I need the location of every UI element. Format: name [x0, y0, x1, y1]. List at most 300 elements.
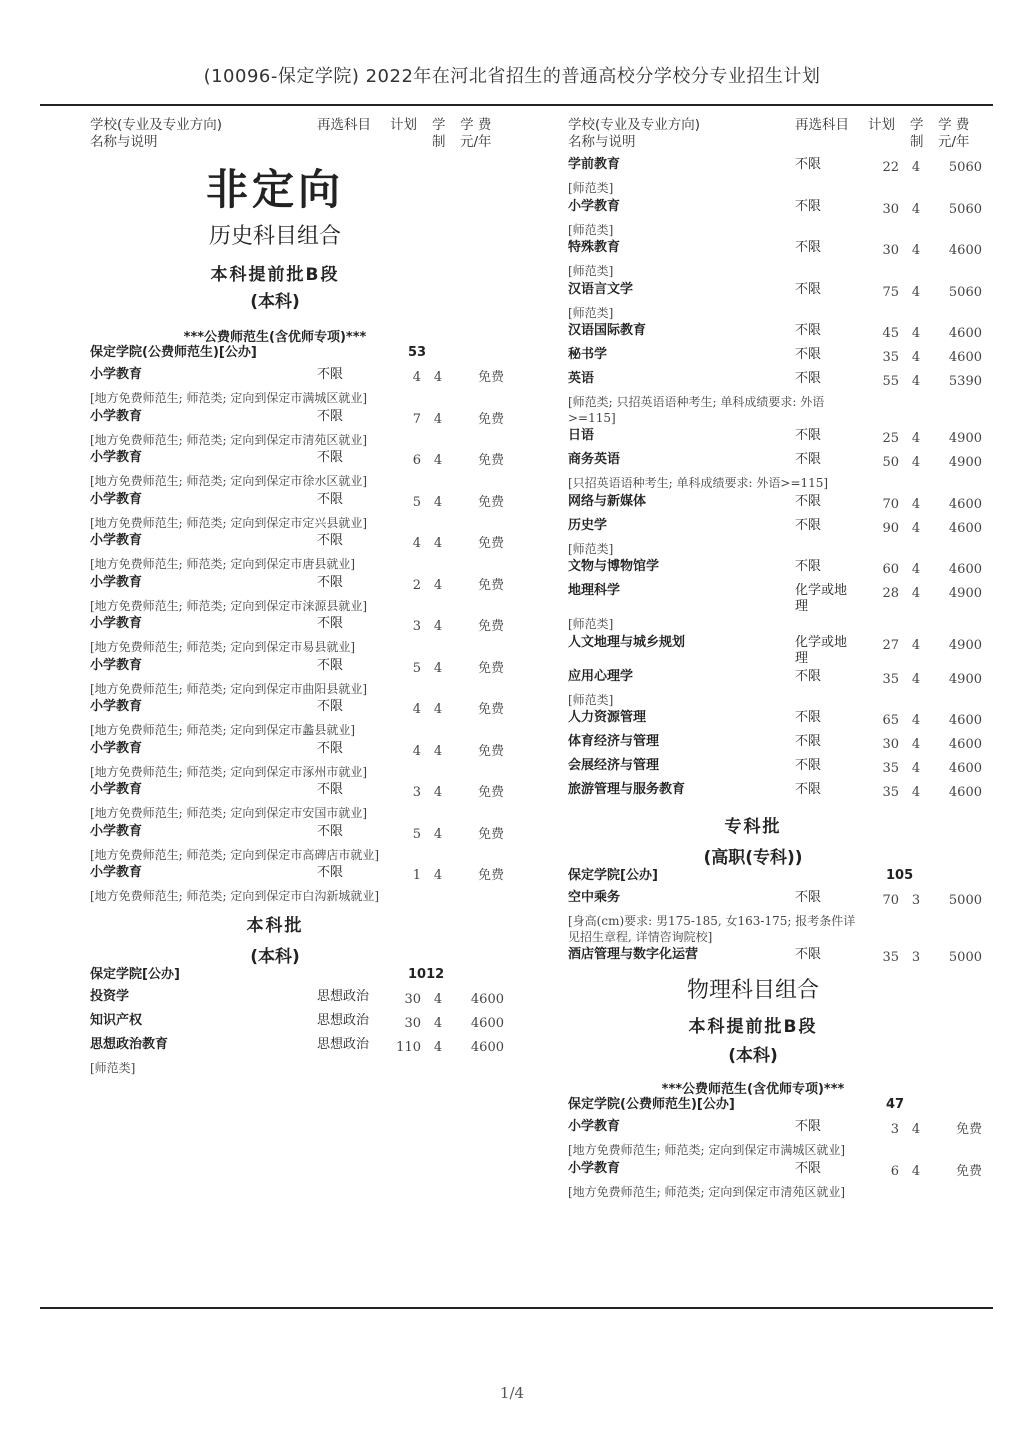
major-name: 汉语国际教育 — [568, 323, 647, 338]
major-note: [师范类] — [568, 181, 614, 195]
major-note: [地方免费师范生; 师范类; 定向到保定市徐水区就业] — [90, 474, 368, 488]
school-header — [568, 117, 700, 151]
major-plan: 35 — [882, 350, 899, 365]
major-fee: 4900 — [948, 586, 982, 601]
major-subject: 思想政治 — [317, 988, 370, 1004]
years-header-line1: 学 — [432, 117, 446, 133]
major-name: 小学教育 — [568, 1160, 621, 1176]
major-name: 小学教育 — [90, 367, 143, 382]
major-plan: 3 — [890, 1122, 899, 1137]
major-note: [师范类] — [568, 305, 614, 320]
major-row — [90, 575, 510, 599]
major-fee: 4900 — [948, 455, 982, 470]
major-years: 4 — [433, 411, 443, 427]
major-plan: 5 — [412, 826, 421, 842]
major-fee: 4600 — [948, 785, 982, 800]
major-years: 3 — [911, 950, 921, 965]
section-heading: (本科) — [250, 946, 300, 967]
major-subject: 不限 — [795, 323, 822, 338]
major-note: [地方免费师范生; 师范类; 定向到保定市白沟新城就业] — [90, 889, 380, 903]
major-name: 人文地理与城乡规划 — [568, 634, 686, 650]
major-fee: 免费 — [477, 577, 504, 593]
major-plan: 60 — [882, 562, 899, 577]
major-fee: 免费 — [477, 536, 504, 551]
major-fee: 免费 — [477, 453, 504, 468]
major-row — [568, 518, 988, 542]
major-row — [568, 782, 988, 806]
major-row — [90, 699, 510, 723]
years-header-line2: 制 — [910, 134, 924, 150]
major-fee: 免费 — [477, 619, 504, 634]
major-plan: 30 — [882, 201, 899, 217]
major-subject: 不限 — [317, 865, 344, 880]
major-note: [师范类] — [568, 692, 614, 707]
major-plan: 28 — [882, 586, 899, 601]
major-plan: 30 — [404, 991, 421, 1007]
major-years: 4 — [911, 671, 921, 687]
major-note: [地方免费师范生; 师范类; 定向到保定市清苑区就业] — [90, 432, 368, 447]
major-note: [地方免费师范生; 师范类; 定向到保定市涿州市就业] — [90, 764, 368, 779]
major-subject: 思想政治 — [317, 1036, 370, 1052]
major-fee: 免费 — [477, 868, 504, 883]
major-subject: 化学或地理 — [795, 583, 848, 614]
major-subject: 不限 — [795, 452, 822, 467]
major-fee: 免费 — [477, 411, 504, 427]
fee-header-line2: 元/年 — [938, 134, 970, 150]
major-subject: 不限 — [795, 734, 822, 749]
left-column-body — [90, 157, 510, 1076]
section-heading: 专科批 — [724, 817, 782, 837]
major-name: 投资学 — [90, 988, 130, 1004]
major-fee: 5390 — [948, 374, 982, 389]
major-plan: 27 — [882, 637, 899, 653]
major-subject: 不限 — [317, 574, 344, 590]
major-name: 小学教育 — [90, 782, 143, 797]
section-heading: 物理科目组合 — [686, 978, 819, 1003]
major-note: [地方免费师范生; 师范类; 定向到保定市唐县就业] — [90, 557, 356, 571]
page-title: (10096-保定学院) 2022年在河北省招生的普通高校分学校分专业招生计划 — [203, 66, 821, 87]
major-note: [师范类] — [568, 264, 614, 278]
major-years: 4 — [911, 586, 921, 601]
major-name: 小学教育 — [90, 657, 143, 673]
major-row — [90, 409, 510, 433]
major-fee: 4600 — [948, 326, 982, 341]
major-years: 3 — [911, 893, 921, 908]
major-years: 4 — [911, 562, 921, 577]
major-note: [地方免费师范生; 师范类; 定向到保定市曲阳县就业] — [90, 681, 368, 696]
major-fee: 免费 — [477, 702, 504, 717]
major-note: [师范类] — [90, 1060, 136, 1075]
major-subject: 思想政治 — [317, 1012, 370, 1028]
major-name: 小学教育 — [90, 616, 143, 631]
major-subject: 不限 — [317, 657, 344, 673]
section-heading: ***公费师范生(含优师专项)*** — [661, 1082, 845, 1097]
major-plan: 5 — [412, 660, 421, 676]
school-row — [90, 967, 510, 989]
major-subject: 不限 — [795, 240, 822, 255]
major-name: 酒店管理与数字化运营 — [568, 947, 699, 962]
major-plan: 30 — [882, 737, 899, 752]
major-subject: 不限 — [795, 782, 822, 797]
major-row — [568, 199, 988, 223]
major-years: 4 — [433, 826, 443, 842]
major-row — [90, 1037, 510, 1061]
subject-header: 再选科目 — [317, 117, 371, 133]
major-subject: 化学或地理 — [795, 634, 848, 666]
major-subject: 不限 — [795, 198, 822, 214]
section-heading: 非定向 — [205, 165, 344, 214]
major-years: 4 — [433, 494, 443, 510]
major-name: 小学教育 — [568, 198, 621, 214]
major-name: 文物与博物馆学 — [568, 559, 660, 574]
column-header-left — [90, 117, 510, 157]
major-name: 空中乘务 — [568, 890, 621, 905]
major-fee: 5060 — [948, 201, 982, 217]
major-fee: 免费 — [477, 660, 504, 676]
major-subject: 不限 — [795, 517, 822, 533]
major-plan: 30 — [404, 1015, 421, 1031]
major-row — [568, 559, 988, 583]
major-fee: 4600 — [948, 496, 982, 512]
major-name: 小学教育 — [90, 450, 143, 465]
major-subject: 不限 — [317, 699, 344, 714]
major-years: 4 — [433, 660, 443, 676]
major-subject: 不限 — [795, 668, 822, 684]
major-fee: 4900 — [948, 431, 982, 446]
major-row — [568, 583, 988, 617]
major-note: [地方免费师范生; 师范类; 定向到保定市满城区就业] — [90, 391, 368, 405]
major-fee: 4600 — [470, 991, 504, 1007]
major-subject: 不限 — [317, 782, 344, 797]
major-plan: 4 — [412, 536, 421, 551]
major-plan: 25 — [882, 431, 899, 446]
major-plan: 6 — [890, 1163, 899, 1179]
major-note: [地方免费师范生; 师范类; 定向到保定市安国市就业] — [90, 806, 368, 820]
major-row — [90, 658, 510, 682]
major-subject: 不限 — [795, 758, 822, 773]
major-name: 日语 — [568, 428, 595, 443]
school-header-line1: 学校(专业及专业方向) — [90, 117, 223, 133]
major-plan: 90 — [882, 520, 899, 536]
major-fee: 4600 — [948, 520, 982, 536]
major-fee: 5000 — [948, 950, 982, 965]
major-subject: 不限 — [795, 157, 822, 172]
major-name: 会展经济与管理 — [568, 758, 660, 773]
plan-header: 计划 — [390, 117, 417, 133]
major-name: 小学教育 — [568, 1119, 621, 1134]
major-plan: 30 — [882, 243, 899, 258]
major-note: [地方免费师范生; 师范类; 定向到保定市清苑区就业] — [568, 1184, 846, 1199]
major-years: 4 — [433, 536, 443, 551]
major-fee: 免费 — [477, 370, 504, 385]
major-row — [90, 450, 510, 474]
major-years: 4 — [433, 702, 443, 717]
major-row — [568, 282, 988, 306]
major-name: 思想政治教育 — [90, 1036, 169, 1052]
major-name: 小学教育 — [90, 491, 143, 507]
major-note: [地方免费师范生; 师范类; 定向到保定市易县就业] — [90, 640, 356, 654]
major-years: 4 — [433, 1039, 443, 1055]
major-fee: 4600 — [948, 761, 982, 776]
major-name: 历史学 — [568, 517, 608, 533]
major-fee: 免费 — [477, 826, 504, 842]
major-note: [身高(cm)要求: 男175-185, 女163-175; 报考条件详见招生章程, 详情咨询院校] — [568, 914, 856, 944]
major-name: 商务英语 — [568, 452, 621, 467]
major-row — [90, 616, 510, 640]
major-row — [568, 452, 988, 476]
major-years: 4 — [433, 868, 443, 883]
major-fee: 4600 — [948, 243, 982, 258]
major-fee: 免费 — [477, 785, 504, 800]
plan-header: 计划 — [868, 117, 895, 133]
major-name: 旅游管理与服务教育 — [568, 782, 686, 797]
major-name: 体育经济与管理 — [568, 734, 660, 749]
major-fee: 4600 — [470, 1015, 504, 1031]
major-plan: 1 — [412, 868, 421, 883]
major-subject: 不限 — [795, 947, 822, 962]
major-plan: 35 — [882, 785, 899, 800]
major-years: 4 — [911, 243, 921, 258]
major-note: [师范类; 只招英语语种考生; 单科成绩要求: 外语>=115] — [568, 395, 825, 425]
major-plan: 3 — [412, 785, 421, 800]
major-name: 人力资源管理 — [568, 710, 647, 725]
school-name: 保定学院(公费师范生)[公办] — [568, 1097, 735, 1112]
right-column-body — [568, 157, 988, 1200]
major-subject: 不限 — [317, 616, 344, 631]
school-row — [568, 868, 988, 890]
major-name: 小学教育 — [90, 533, 143, 548]
major-years: 4 — [911, 201, 921, 217]
school-plan: 1012 — [408, 966, 445, 982]
major-row — [90, 989, 510, 1013]
major-row — [568, 323, 988, 347]
section-heading: 历史科目组合 — [208, 224, 341, 249]
major-subject: 不限 — [795, 281, 822, 297]
right-column — [568, 117, 988, 1202]
school-header-line2: 名称与说明 — [568, 134, 636, 150]
left-column — [90, 117, 510, 1078]
major-fee: 免费 — [955, 1122, 982, 1137]
major-subject: 不限 — [317, 533, 344, 548]
column-header-right — [568, 117, 988, 157]
school-name: 保定学院(公费师范生)[公办] — [90, 345, 257, 360]
major-row — [568, 347, 988, 371]
major-name: 小学教育 — [90, 740, 143, 756]
major-row — [568, 428, 988, 452]
major-fee: 5000 — [948, 893, 982, 908]
major-fee: 4600 — [948, 713, 982, 728]
major-years: 4 — [911, 1163, 921, 1179]
section-heading: 本科批 — [246, 915, 304, 936]
school-plan: 53 — [408, 345, 427, 360]
major-row — [568, 890, 988, 914]
school-plan: 105 — [886, 868, 914, 883]
major-fee: 4600 — [948, 737, 982, 752]
major-name: 地理科学 — [568, 583, 621, 598]
major-note: [地方免费师范生; 师范类; 定向到保定市涞源县就业] — [90, 598, 368, 613]
major-row — [568, 157, 988, 181]
major-name: 知识产权 — [90, 1012, 143, 1028]
major-row — [90, 492, 510, 516]
major-row — [568, 1119, 988, 1143]
school-name: 保定学院[公办] — [90, 966, 180, 982]
major-subject: 不限 — [317, 450, 344, 465]
major-years: 4 — [911, 761, 921, 776]
major-fee: 4900 — [948, 637, 982, 653]
major-row — [90, 824, 510, 848]
major-row — [90, 741, 510, 765]
major-note: [地方免费师范生; 师范类; 定向到保定市定兴县就业] — [90, 515, 368, 530]
major-plan: 4 — [412, 370, 421, 385]
major-years: 4 — [911, 431, 921, 446]
major-row — [568, 734, 988, 758]
major-row — [568, 635, 988, 669]
major-plan: 35 — [882, 950, 899, 965]
major-plan: 75 — [882, 284, 899, 300]
major-years: 4 — [911, 520, 921, 536]
major-fee: 5060 — [948, 160, 982, 175]
major-years: 4 — [911, 284, 921, 300]
major-subject: 不限 — [795, 559, 822, 574]
major-row — [568, 947, 988, 971]
major-subject: 不限 — [317, 408, 344, 424]
major-years: 4 — [433, 619, 443, 634]
major-plan: 35 — [882, 761, 899, 776]
major-years: 4 — [911, 785, 921, 800]
major-fee: 4600 — [948, 350, 982, 365]
major-row — [568, 758, 988, 782]
major-note: [只招英语语种考生; 单科成绩要求: 外语>=115] — [568, 476, 829, 490]
major-plan: 3 — [412, 619, 421, 634]
major-years: 4 — [433, 453, 443, 468]
major-row — [568, 494, 988, 518]
school-header-line1: 学校(专业及专业方向) — [568, 117, 701, 133]
fee-header-line2: 元/年 — [460, 134, 492, 150]
major-row — [90, 533, 510, 557]
major-years: 4 — [911, 737, 921, 752]
major-row — [568, 710, 988, 734]
section-heading: (本科) — [728, 1046, 778, 1066]
major-plan: 35 — [882, 671, 899, 687]
major-subject: 不限 — [795, 493, 822, 509]
section-heading: (本科) — [250, 292, 300, 312]
years-header-line1: 学 — [910, 117, 924, 133]
subject-header: 再选科目 — [795, 117, 849, 133]
major-row — [568, 240, 988, 264]
years-header-line2: 制 — [432, 134, 446, 150]
major-row — [568, 1161, 988, 1185]
school-row — [90, 345, 510, 367]
major-note: [地方免费师范生; 师范类; 定向到保定市蠡县就业] — [90, 723, 356, 737]
major-plan: 2 — [412, 577, 421, 593]
major-name: 小学教育 — [90, 408, 143, 424]
major-subject: 不限 — [795, 1160, 822, 1176]
major-years: 4 — [911, 374, 921, 389]
major-fee: 5060 — [948, 284, 982, 300]
major-years: 4 — [433, 1015, 443, 1031]
major-name: 汉语言文学 — [568, 281, 634, 297]
major-years: 4 — [911, 637, 921, 653]
top-rule — [40, 104, 993, 106]
major-fee: 免费 — [955, 1163, 982, 1179]
major-subject: 不限 — [795, 1119, 822, 1134]
major-fee: 4600 — [470, 1039, 504, 1055]
fee-header — [938, 117, 970, 151]
major-plan: 5 — [412, 494, 421, 510]
major-subject: 不限 — [317, 823, 344, 839]
major-row — [90, 865, 510, 889]
major-name: 英语 — [568, 371, 595, 386]
major-years: 4 — [911, 455, 921, 470]
major-years: 4 — [433, 785, 443, 800]
major-subject: 不限 — [317, 740, 344, 756]
major-fee: 免费 — [477, 494, 504, 510]
major-note: [地方免费师范生; 师范类; 定向到保定市满城区就业] — [568, 1143, 846, 1157]
major-plan: 6 — [412, 453, 421, 468]
major-name: 小学教育 — [90, 823, 143, 839]
major-years: 4 — [433, 577, 443, 593]
major-plan: 110 — [396, 1039, 421, 1055]
major-name: 小学教育 — [90, 699, 143, 714]
major-plan: 70 — [882, 496, 899, 512]
major-row — [568, 371, 988, 395]
major-plan: 7 — [412, 411, 421, 427]
major-fee: 免费 — [477, 743, 504, 759]
major-name: 网络与新媒体 — [568, 493, 647, 509]
school-header — [90, 117, 222, 151]
major-subject: 不限 — [317, 491, 344, 507]
major-note: [师范类] — [568, 541, 614, 556]
major-note: [地方免费师范生; 师范类; 定向到保定市高碑店市就业] — [90, 847, 380, 862]
major-plan: 4 — [412, 702, 421, 717]
major-subject: 不限 — [795, 428, 822, 443]
major-fee: 4600 — [948, 562, 982, 577]
fee-header-line1: 学 费 — [460, 117, 492, 133]
major-years: 4 — [433, 991, 443, 1007]
school-name: 保定学院[公办] — [568, 868, 658, 883]
major-subject: 不限 — [795, 347, 822, 362]
major-plan: 4 — [412, 743, 421, 759]
major-years: 4 — [911, 326, 921, 341]
major-plan: 55 — [882, 374, 899, 389]
major-row — [90, 1013, 510, 1037]
years-header — [432, 117, 446, 151]
major-note: [师范类] — [568, 222, 614, 237]
major-name: 小学教育 — [90, 574, 143, 590]
section-heading: ***公费师范生(含优师专项)*** — [183, 330, 367, 345]
years-header — [910, 117, 924, 151]
major-name: 小学教育 — [90, 865, 143, 880]
major-name: 学前教育 — [568, 157, 621, 172]
major-subject: 不限 — [795, 710, 822, 725]
major-note: [师范类] — [568, 617, 614, 631]
section-heading: (高职(专科)) — [703, 848, 803, 868]
major-years: 4 — [433, 743, 443, 759]
major-plan: 70 — [882, 893, 899, 908]
major-subject: 不限 — [795, 371, 822, 386]
major-plan: 50 — [882, 455, 899, 470]
major-row — [90, 782, 510, 806]
bottom-rule — [40, 1307, 993, 1309]
major-row — [568, 669, 988, 693]
major-plan: 22 — [882, 160, 899, 175]
major-fee: 4900 — [948, 671, 982, 687]
fee-header-line1: 学 费 — [938, 117, 970, 133]
section-heading: 本科提前批B段 — [210, 265, 340, 285]
major-row — [90, 367, 510, 391]
section-heading: 本科提前批B段 — [688, 1017, 818, 1037]
major-subject: 不限 — [795, 890, 822, 905]
